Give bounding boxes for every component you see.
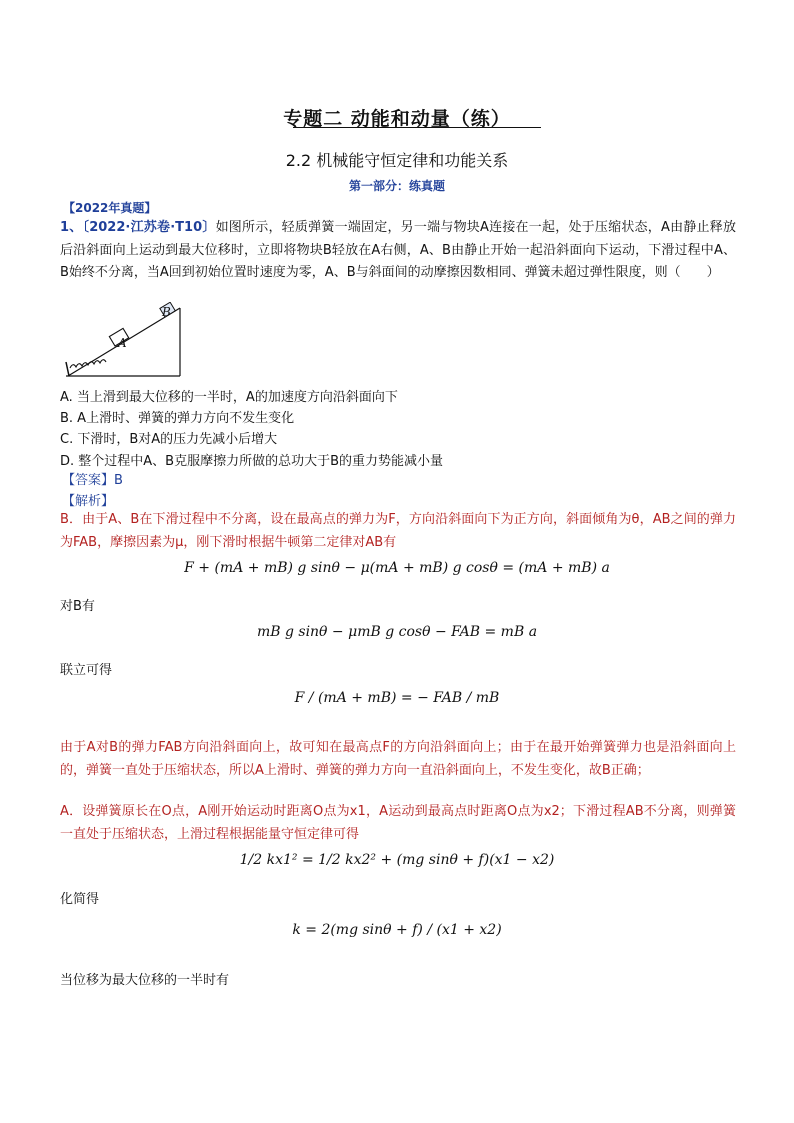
analysis-paragraph-4: 由于A对B的弹力FAB方向沿斜面向上，故可知在最高点F的方向沿斜面向上；由于在最开始弹簧弹力也是沿斜面向上的，弹簧一直处于压缩状态，所以A上滑时、弹簧的弹力方向一直沿斜面向上，不发生变化，故B正确； <box>60 740 736 778</box>
equation-2: mB g sinθ − μmB g cosθ − FAB = mB a <box>256 624 538 640</box>
option-c: C. 下滑时，B对A的压力先减小后增大 <box>60 432 278 447</box>
equation-4-row <box>0 852 794 868</box>
analysis-label: 【解析】 <box>62 494 115 509</box>
equation-5-row <box>0 922 794 938</box>
label-b: B <box>162 305 171 319</box>
question-stem-block <box>60 217 736 285</box>
question-stem: 如图所示，轻质弹簧一端固定，另一端与物块A连接在一起，处于压缩状态，A由静止释放后沿斜面向上运动到最大位移时，立即将物块B轻放在A右侧，A、B由静止开始一起沿斜面向下运动，下滑过程中A、B始终不分离，当A回到初始位置时速度为零，A、B与斜面间的动摩擦因数相同、弹簧未超过弹性限度，则（ ） <box>60 220 736 280</box>
page-title: 专题二 动能和动量（练） <box>283 108 511 130</box>
question-number: 1、 <box>60 220 83 235</box>
option-d: D. 整个过程中A、B克服摩擦力所做的总功大于B的重力势能减小量 <box>60 454 444 469</box>
equation-5: k = 2(mg sinθ + f) / (x1 + x2) <box>292 922 502 938</box>
equation-3: F / (mA + mB) = − FAB / mB <box>294 690 500 706</box>
analysis-paragraph-6: 化简得 <box>60 892 100 907</box>
equation-3-row <box>0 690 794 706</box>
analysis-paragraph-1: B．由于A、B在下滑过程中不分离，设在最高点的弹力为F，方向沿斜面向下为正方向，斜面倾角为θ，AB之间的弹力为FAB，摩擦因素为μ，刚下滑时根据牛顿第二定律对AB有 <box>60 512 736 550</box>
equation-1-row <box>0 560 794 576</box>
option-a: A. 当上滑到最大位移的一半时，A的加速度方向沿斜面向下 <box>60 390 398 405</box>
page-subtitle: 2.2 机械能守恒定律和功能关系 <box>285 151 509 170</box>
title-underline <box>293 127 541 128</box>
equation-1: F + (mA + mB) g sinθ − μ(mA + mB) g cosθ = (mA + mB) a <box>184 560 610 576</box>
part-heading: 第一部分：练真题 <box>348 179 445 193</box>
question-source: 〔2022·江苏卷·T10〕 <box>82 220 216 235</box>
answer-label: 【答案】B <box>62 473 123 488</box>
analysis-paragraph-7: 当位移为最大位移的一半时有 <box>60 973 230 988</box>
analysis-paragraph-2: 对B有 <box>60 599 95 614</box>
label-a: A <box>118 336 127 350</box>
analysis-paragraph-5: A．设弹簧原长在O点，A刚开始运动时距离O点为x1，A运动到最高点时距离O点为x2；下滑过程AB不分离，则弹簧一直处于压缩状态，上滑过程根据能量守恒定律可得 <box>60 804 736 842</box>
equation-2-row <box>0 624 794 640</box>
incline-figure <box>64 302 189 384</box>
equation-4: 1/2 kx1² = 1/2 kx2² + (mg sinθ + f)(x1 − x2) <box>239 852 555 868</box>
option-b: B. A上滑时、弹簧的弹力方向不发生变化 <box>60 411 295 426</box>
analysis-paragraph-3: 联立可得 <box>60 663 113 678</box>
spring-icon <box>70 360 106 368</box>
year-tag: 【2022年真题】 <box>63 201 157 215</box>
